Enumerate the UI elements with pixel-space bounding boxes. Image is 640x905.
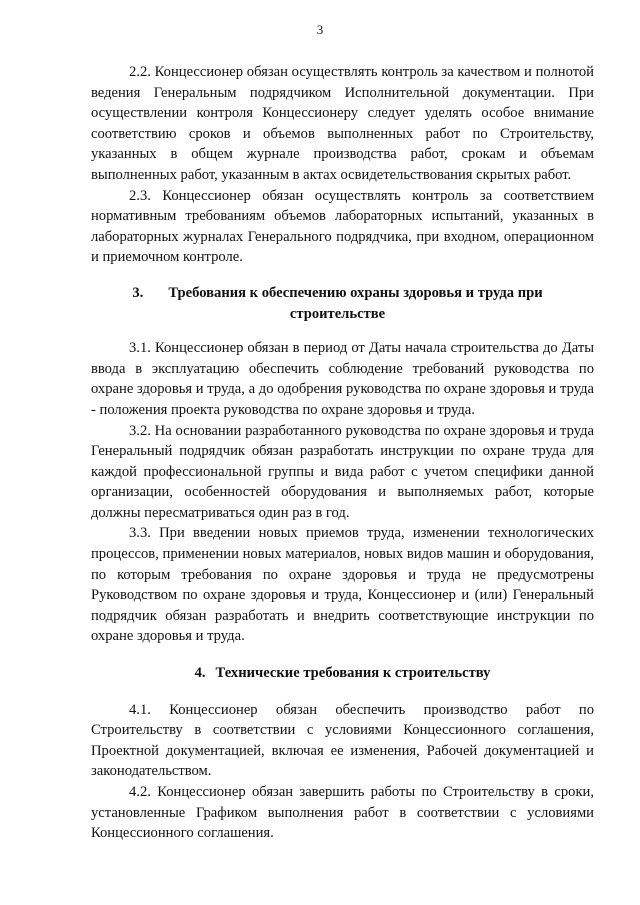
- paragraph-2-2: 2.2. Концессионер обязан осуществлять контроль за качеством и полнотой ведения Генеральным подрядчиком Исполнительной документации. При осуществлении контроля Концессионеру следует уделять особое внимание соответствию сроков и объемов выполненных работ по Строительству, указанных в общем журнале производства работ, срокам и объемам выполненных работ, указанным в актах освидетельствования скрытых работ.: [91, 64, 594, 183]
- section-4-number: 4.: [194, 665, 206, 682]
- section-3-number: 3.: [132, 284, 144, 301]
- paragraph-3-2: 3.2. На основании разработанного руководства по охране здоровья и труда Генеральный подрядчик обязан разработать инструкции по охране труда для каждой профессиональной группы и вида работ с учетом специфики данной организации, особенностей оборудования и выполняемых работ, которые должны пересматриваться один раз в год.: [91, 422, 594, 521]
- section-4-heading: [91, 663, 594, 684]
- paragraph-4-2: 4.2. Концессионер обязан завершить работы по Строительству в сроки, установленные Графиком выполнения работ в соответствии с условиями Концессионного соглашения.: [91, 784, 594, 842]
- paragraph-3-3: 3.3. При введении новых приемов труда, изменении технологических процессов, применении новых материалов, новых видов машин и оборудования, по которым требования по охране здоровья и труда не предусмотрены Руководством по охране здоровья и труда, Концессионер и (или) Генеральный подрядчик обязан разработать и внедрить соответствующие инструкции по охране здоровья и труда.: [91, 525, 594, 645]
- section-3-heading: [91, 283, 594, 324]
- document-body: [91, 62, 594, 844]
- section-4-title: Технические требования к строительству: [215, 665, 491, 682]
- paragraph-4-1: 4.1. Концессионер обязан обеспечить производство работ по Строительству в соответствии с условиями Концессионного соглашения, Проектной документацией, включая ее изменения, Рабочей документацией и законодательством.: [91, 701, 594, 780]
- paragraph-3-1: 3.1. Концессионер обязан в период от Даты начала строительства до Даты ввода в эксплуатацию обеспечить соблюдение требований руководства по охране здоровья и труда, а до одобрения руководства по охране здоровья и труда - положения проекта руководства по охране здоровья и труда.: [91, 340, 594, 418]
- paragraph-2-3: 2.3. Концессионер обязан осуществлять контроль за соответствием нормативным требованиям объемов лабораторных испытаний, указанных в лабораторных журналах Генерального подрядчика, при входном, операционном и приемочном контроле.: [91, 187, 594, 266]
- page-number: 3: [316, 22, 324, 37]
- section-3-title: Требования к обеспечению охраны здоровья и труда при строительстве: [168, 284, 543, 322]
